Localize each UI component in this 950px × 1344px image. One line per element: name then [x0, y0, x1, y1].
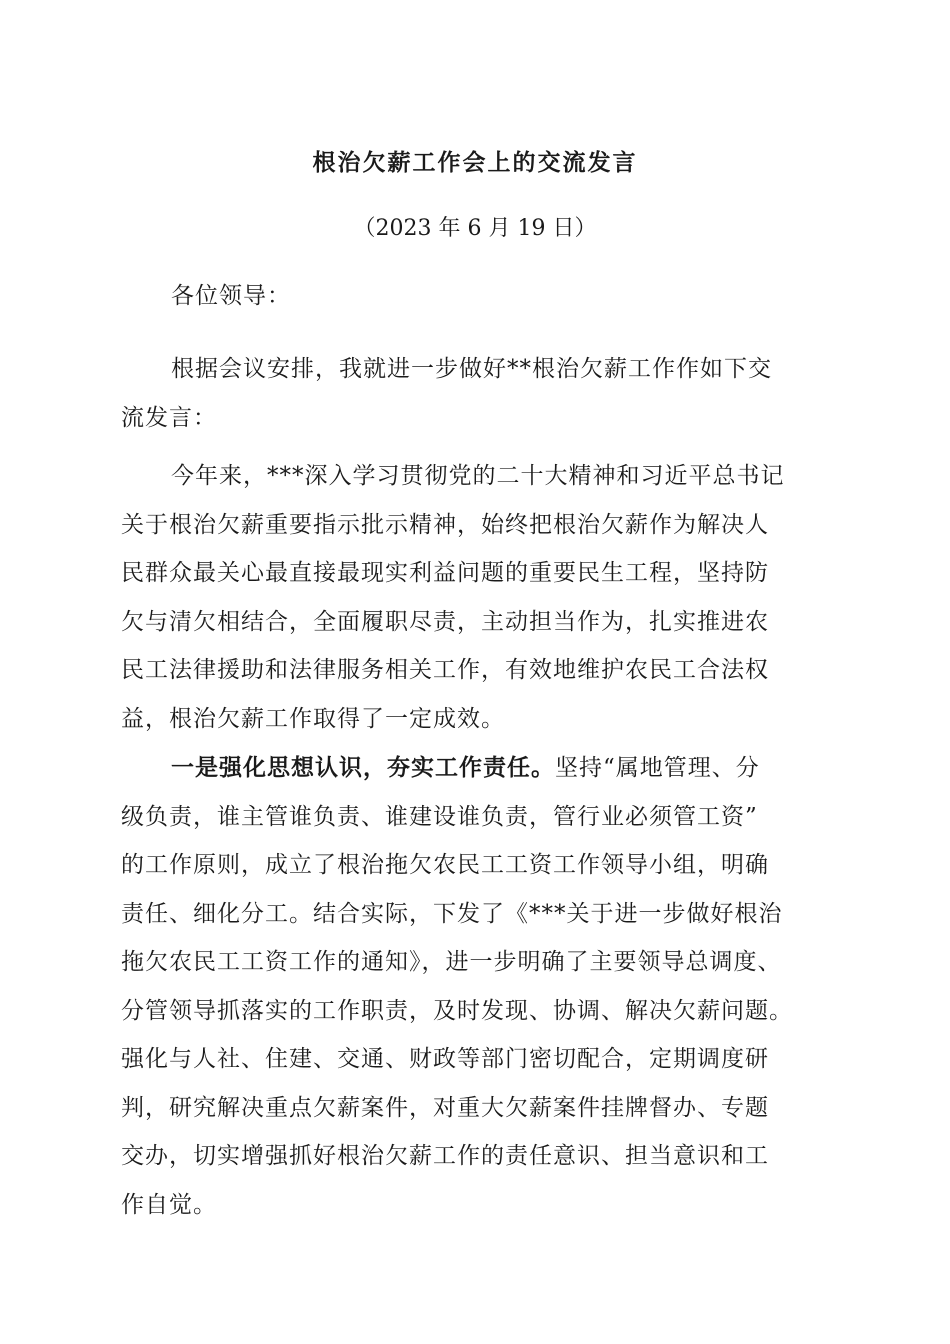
- paragraph-line: 益，根治欠薪工作取得了一定成效。: [121, 705, 505, 732]
- achievement-paragraph: [121, 452, 825, 743]
- paragraph-line: 的工作原则，成立了根治拖欠农民工工资工作领导小组，明确: [121, 852, 769, 878]
- paragraph-line: 判，研究解决重点欠薪案件，对重大欠薪案件挂牌督办、专题: [121, 1094, 769, 1121]
- salutation-text: 各位领导：: [171, 283, 291, 309]
- paragraph-line: 关于根治欠薪重要指示批示精神，始终把根治欠薪作为解决人: [121, 511, 769, 538]
- section-one-paragraph: [121, 744, 825, 1229]
- paragraph-line: 拖欠农民工工资工作的通知》，进一步明确了主要领导总调度、: [121, 949, 782, 975]
- paragraph-line: 今年来，***深入学习贯彻党的二十大精神和习近平总书记: [171, 463, 785, 489]
- paragraph-line: 责任、细化分工。结合实际，下发了《***关于进一步做好根治: [121, 900, 783, 927]
- paragraph-line: 欠与清欠相结合，全面履职尽责，主动担当作为，扎实推进农: [121, 608, 769, 635]
- section-lead-text: 坚持“属地管理、分: [555, 755, 760, 781]
- paragraph-line: 流发言：: [121, 404, 217, 431]
- paragraph-line: 民群众最关心最直接最现实利益问题的重要民生工程，坚持防: [121, 560, 769, 586]
- paragraph-line: 交办，切实增强抓好根治欠薪工作的责任意识、担当意识和工: [121, 1143, 769, 1169]
- document-date: （2023 年 6 月 19 日）: [353, 216, 597, 241]
- paragraph-line: [121, 744, 825, 793]
- salutation: [121, 272, 825, 321]
- paragraph-line: 分管领导抓落实的工作职责，及时发现、协调、解决欠薪问题。: [121, 997, 793, 1024]
- paragraph-line: 级负责，谁主管谁负责、谁建设谁负责，管行业必须管工资”: [121, 803, 758, 830]
- section-heading: 一是强化思想认识，夯实工作责任。: [171, 754, 555, 781]
- intro-paragraph: [121, 345, 825, 442]
- paragraph-line: 作自觉。: [121, 1191, 217, 1218]
- paragraph-line: 民工法律援助和法律服务相关工作，有效地维护农民工合法权: [121, 657, 769, 683]
- paragraph-line: 强化与人社、住建、交通、财政等部门密切配合，定期调度研: [121, 1046, 769, 1072]
- paragraph-line: 根据会议安排，我就进一步做好**根治欠薪工作作如下交: [171, 356, 772, 382]
- document-title: 根治欠薪工作会上的交流发言: [312, 149, 638, 176]
